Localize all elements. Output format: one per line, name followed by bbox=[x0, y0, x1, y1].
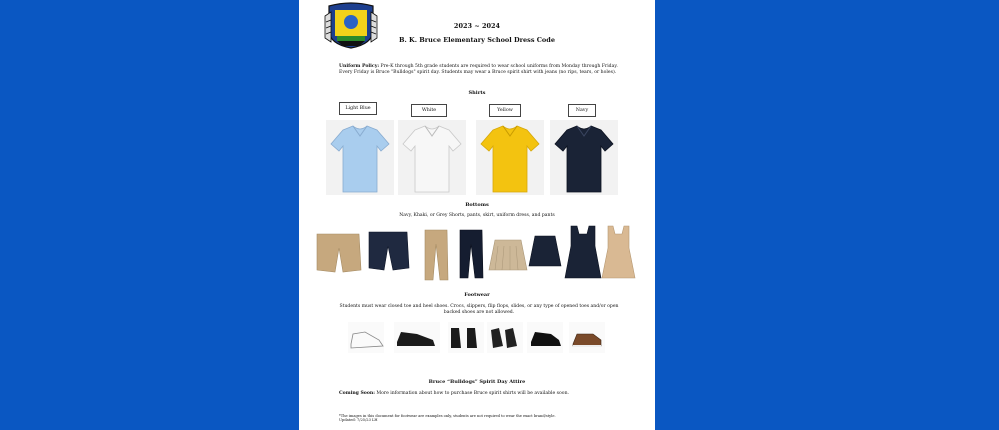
school-year: 2023 ~ 2024 bbox=[453, 22, 501, 30]
khaki-pants-image bbox=[425, 230, 448, 280]
page-title: B. K. Bruce Elementary School Dress Code bbox=[399, 36, 555, 44]
shirt-label-navy: Navy bbox=[568, 104, 596, 117]
shirts-heading: Shirts bbox=[468, 90, 486, 96]
navy-skirt-image bbox=[529, 236, 561, 266]
bottoms-drawings bbox=[299, 222, 655, 284]
khaki-jumper-dress-image bbox=[602, 226, 635, 278]
coming-soon-text: More information about how to purchase Bruce spirit shirts will be available soon. bbox=[374, 391, 569, 396]
spirit-day-heading: Bruce “Bulldogs” Spirit Day Attire bbox=[428, 379, 526, 385]
navy-jumper-dress-image bbox=[565, 226, 601, 278]
dress-code-document bbox=[299, 0, 655, 430]
khaki-shorts-image bbox=[317, 234, 361, 272]
bottoms-subtitle: Navy, Khaki, or Grey Shorts, pants, skirt, uniform dress, and pants bbox=[399, 213, 555, 218]
coming-soon-note bbox=[339, 391, 629, 396]
shirt-label-yellow: Yellow bbox=[489, 104, 521, 117]
khaki-pleated-skirt-image bbox=[489, 240, 527, 270]
shirt-label-white: White bbox=[411, 104, 447, 117]
footwear-drawings bbox=[299, 322, 655, 354]
policy-text: Pre-K through 5th grade students are required to wear school uniforms from Monday through Friday. Every Friday is Bruce "Bulldogs" spirit day. Students may wear a Bruce spirit shirt with jeans (no rips, tears, or holes). bbox=[339, 64, 618, 75]
coming-soon-label: Coming Soon: bbox=[339, 391, 375, 396]
uniform-policy bbox=[339, 64, 619, 75]
navy-pants-image bbox=[460, 230, 483, 278]
footnote-updated: Updated: 7/25/23 LH bbox=[339, 418, 378, 423]
footnote-disclaimer: *The images in this document for footwear are examples only, students are not required to wear the exact brand/style. bbox=[339, 414, 556, 418]
bottoms-heading: Bottoms bbox=[465, 202, 489, 208]
footwear-heading: Footwear bbox=[464, 292, 490, 298]
footwear-rules: Students must wear closed toe and heel shoes. Crocs, slippers, flip flops, slides, or any type of opened toes and/or open backed shoes are not allowed. bbox=[339, 304, 619, 315]
policy-heading: Uniform Policy: bbox=[339, 64, 380, 69]
shirt-drawings bbox=[299, 120, 655, 195]
shirt-label-light-blue: Light Blue bbox=[339, 102, 377, 115]
footnote bbox=[339, 414, 629, 423]
navy-shorts-image bbox=[369, 232, 409, 270]
